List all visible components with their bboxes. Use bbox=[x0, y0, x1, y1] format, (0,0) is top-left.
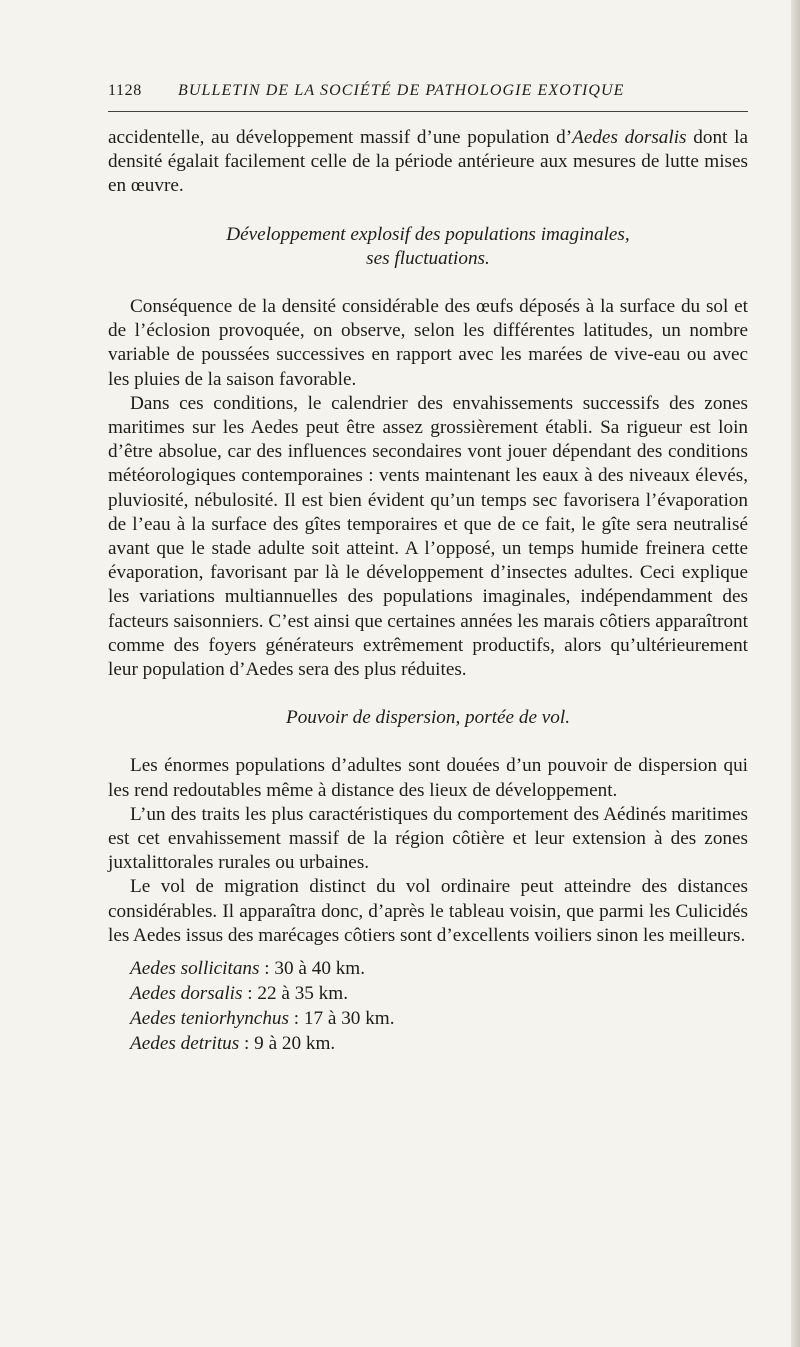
section2-heading bbox=[108, 706, 748, 730]
page-number: 1128 bbox=[108, 82, 142, 99]
intro-text-before: accidentelle, au développement massif d’une population d’ bbox=[108, 127, 573, 148]
article-body bbox=[108, 126, 748, 1056]
header-rule bbox=[108, 111, 748, 112]
flight-range: : 9 à 20 km. bbox=[239, 1033, 336, 1055]
flight-range-list bbox=[130, 956, 748, 1056]
intro-species: Aedes dorsalis bbox=[572, 127, 687, 148]
flight-range: : 17 à 30 km. bbox=[288, 1008, 395, 1030]
intro-paragraph bbox=[108, 126, 748, 199]
page-edge bbox=[791, 0, 800, 1347]
section1-paragraph-2: Dans ces conditions, le calendrier des envahissements successifs des zones maritimes sur les Aedes peut être assez grossièrement établi. Sa rigueur est loin d’être absolue, car des influences secondaires vont jouer dépendant des conditions météorologiques contemporaines : vents maintenant les eaux à des niveaux élevés, pluviosité, nébulosité. Il est bien évident qu’un temps sec favorisera l’évaporation de l’eau à la surface des gîtes temporaires et que de ce fait, le gîte sera neutralisé avant que le stade adulte soit atteint. A l’opposé, un temps humide freinera cette évaporation, favorisant par là le développement d’insectes adultes. Ceci explique les variations multiannuelles des populations imaginales, indépendamment des facteurs saisonniers. C’est ainsi que certaines années les marais côtiers apparaîtront comme des foyers générateurs extrêmement productifs, alors qu’ultérieurement leur population d’Aedes sera des plus réduites. bbox=[108, 392, 748, 681]
section1-heading bbox=[108, 223, 748, 271]
flight-range-row bbox=[130, 956, 748, 981]
flight-range-row bbox=[130, 1006, 748, 1031]
intro-text-after: dont la densité égalait facilement celle de la période antérieure aux mesures de lutte mises en œuvre. bbox=[108, 127, 748, 197]
section2-paragraph-1: Les énormes populations d’adultes sont douées d’un pouvoir de dispersion qui les rend redoutables même à distance des lieux de développement. bbox=[108, 755, 748, 801]
section2-paragraph-3: Le vol de migration distinct du vol ordinaire peut atteindre des distances considérables. Il apparaîtra donc, d’après le tableau voisin, que parmi les Culicidés les Aedes issus des marécages côtiers sont d’excellents voiliers sinon les meilleurs. bbox=[108, 876, 748, 946]
section1-heading-line2: ses fluctuations. bbox=[366, 247, 490, 269]
section2-paragraph-2: L’un des traits les plus caractéristiques du comportement des Aédinés maritimes est cet envahissement massif de la région côtière et leur extension à des zones juxtalittorales rurales ou urbaines. bbox=[108, 803, 748, 874]
flight-species: Aedes dorsalis bbox=[130, 983, 243, 1005]
flight-species: Aedes detritus bbox=[130, 1033, 240, 1055]
journal-title: BULLETIN DE LA SOCIÉTÉ DE PATHOLOGIE EXOTIQUE bbox=[178, 82, 625, 99]
flight-range: : 30 à 40 km. bbox=[259, 958, 366, 980]
flight-range-row bbox=[130, 1031, 748, 1056]
flight-species: Aedes teniorhynchus bbox=[130, 1008, 289, 1030]
section2-heading-text: Pouvoir de dispersion, portée de vol. bbox=[285, 707, 571, 729]
flight-species: Aedes sollicitans bbox=[130, 958, 260, 980]
flight-range-row bbox=[130, 981, 748, 1006]
section1-heading-line1: Développement explosif des populations imaginales, bbox=[226, 223, 630, 245]
flight-range: : 22 à 35 km. bbox=[242, 983, 348, 1005]
section1-paragraph-1: Conséquence de la densité considérable des œufs déposés à la surface du sol et de l’éclosion provoquée, on observe, selon les différentes latitudes, un nombre variable de poussées successives en rapport avec les marées de vive-eau ou avec les pluies de la saison favorable. bbox=[108, 296, 748, 390]
